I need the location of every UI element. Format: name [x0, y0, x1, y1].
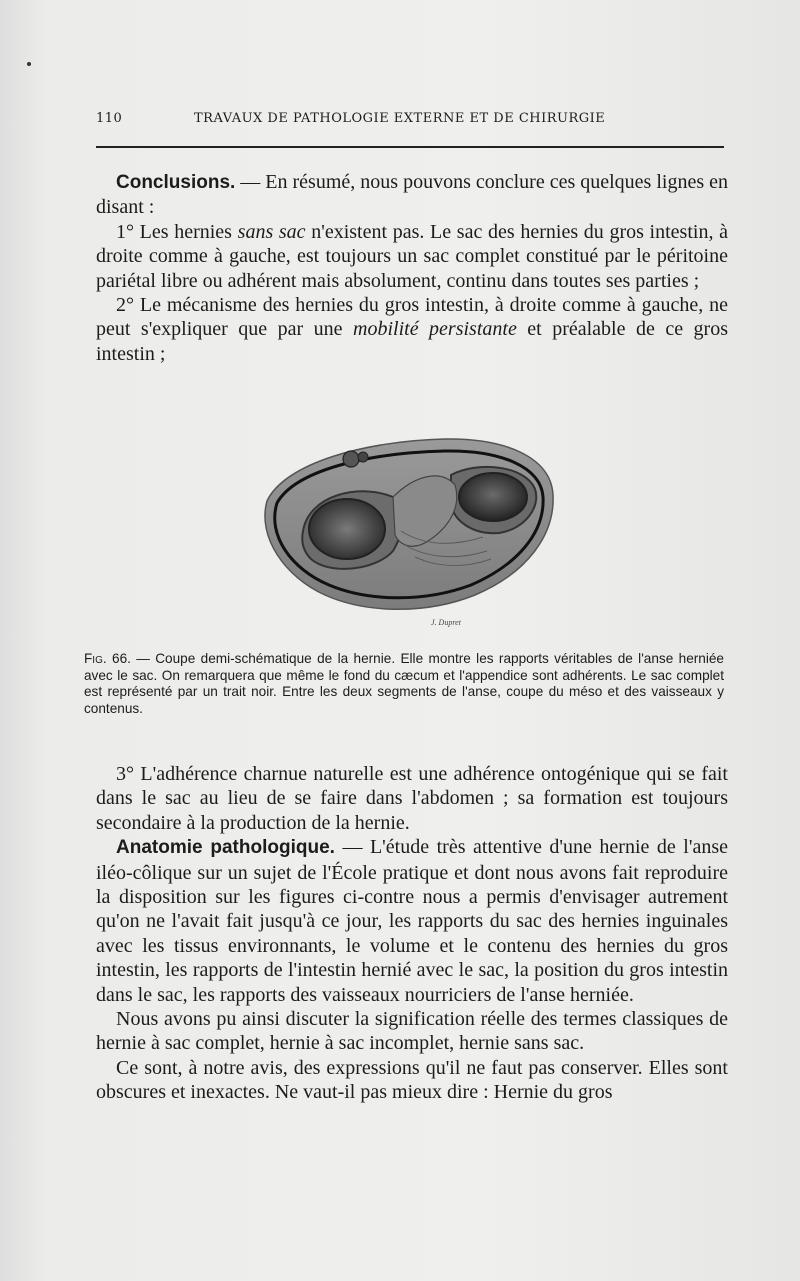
header-rule [96, 146, 724, 148]
running-header [96, 111, 726, 135]
conclusions-section [96, 170, 728, 366]
conclusion-item-2: 2° Le mécanisme des hernies du gros intestin, à droite comme à gauche, ne peut s'expliquer que par une mobilité persistante et préalable de ce gros intestin ; [96, 294, 728, 365]
lumen-left [309, 499, 385, 559]
anatomie-paragraph: Anatomie pathologique. — L'étude très attentive d'une hernie de l'anse iléo-côlique sur un sujet de l'École pratique et dont nous avons fait reproduire la disposition sur les figures ci-contre nous a permis d'envisager autrement qu'on ne l'avait fait jusqu'à ce jour, les rapports du sac des hernies inguinales avec les tissus environnants, le volume et le contenu des hernies du gros intestin, les rapports de l'intestin hernié avec le sac, la position du gros intestin dans le sac, les rapports des vaisseaux nourriciers de l'anse herniée. [96, 836, 729, 1006]
artist-signature: J. Dupret [431, 618, 461, 627]
paragraph-nous-avons: Nous avons pu ainsi discuter la signification réelle des termes classiques de hernie à sac complet, hernie à sac incomplet, hernie sans sac. [96, 1008, 728, 1055]
conclusion-item-1: 1° Les hernies sans sac n'existent pas. Le sac des hernies du gros intestin, à droite comme à gauche, est toujours un sac complet constitué par le péritoine pariétal libre ou adhérent mais absolument, continu dans toutes ses parties ; [96, 220, 728, 292]
conclusion-item-3: 3° L'adhérence charnue naturelle est une adhérence ontogénique qui se fait dans le sac au lieu de se faire dans l'abdomen ; sa formation est toujours secondaire à la production de la hernie. [96, 763, 728, 834]
conclusions-heading: Conclusions. [116, 172, 236, 193]
page-number: 110 [96, 111, 123, 126]
lumen-right [459, 473, 527, 521]
vessel-section-small [358, 452, 368, 462]
figure-caption [84, 651, 724, 717]
figure-66-illustration [255, 435, 557, 635]
anatomie-heading: Anatomie pathologique. [116, 837, 335, 859]
main-text [96, 762, 728, 1105]
vessel-section [343, 451, 359, 467]
figure-caption-text: — Coupe demi-schématique de la hernie. Elle montre les rapports véritables de l'anse herniée avec le sac. On remarquera que même le fond du cæcum et l'appendice sont adhérents. Le sac complet est représenté par un trait noir. Entre les deux segments de l'anse, coupe du méso et des vaisseaux y contenus. [84, 651, 724, 716]
figure-label: Fig. 66. [84, 651, 131, 666]
hernia-cross-section-drawing [255, 435, 557, 635]
running-title: TRAVAUX DE PATHOLOGIE EXTERNE ET DE CHIRURGIE [194, 111, 606, 126]
conclusions-intro: Conclusions. — En résumé, nous pouvons conclure ces quelques lignes en disant : [96, 171, 728, 219]
ink-speck [27, 62, 31, 66]
paragraph-ce-sont: Ce sont, à notre avis, des expressions qu'il ne faut pas conserver. Elles sont obscures et inexactes. Ne vaut-il pas mieux dire : Hernie du gros [96, 1056, 728, 1104]
